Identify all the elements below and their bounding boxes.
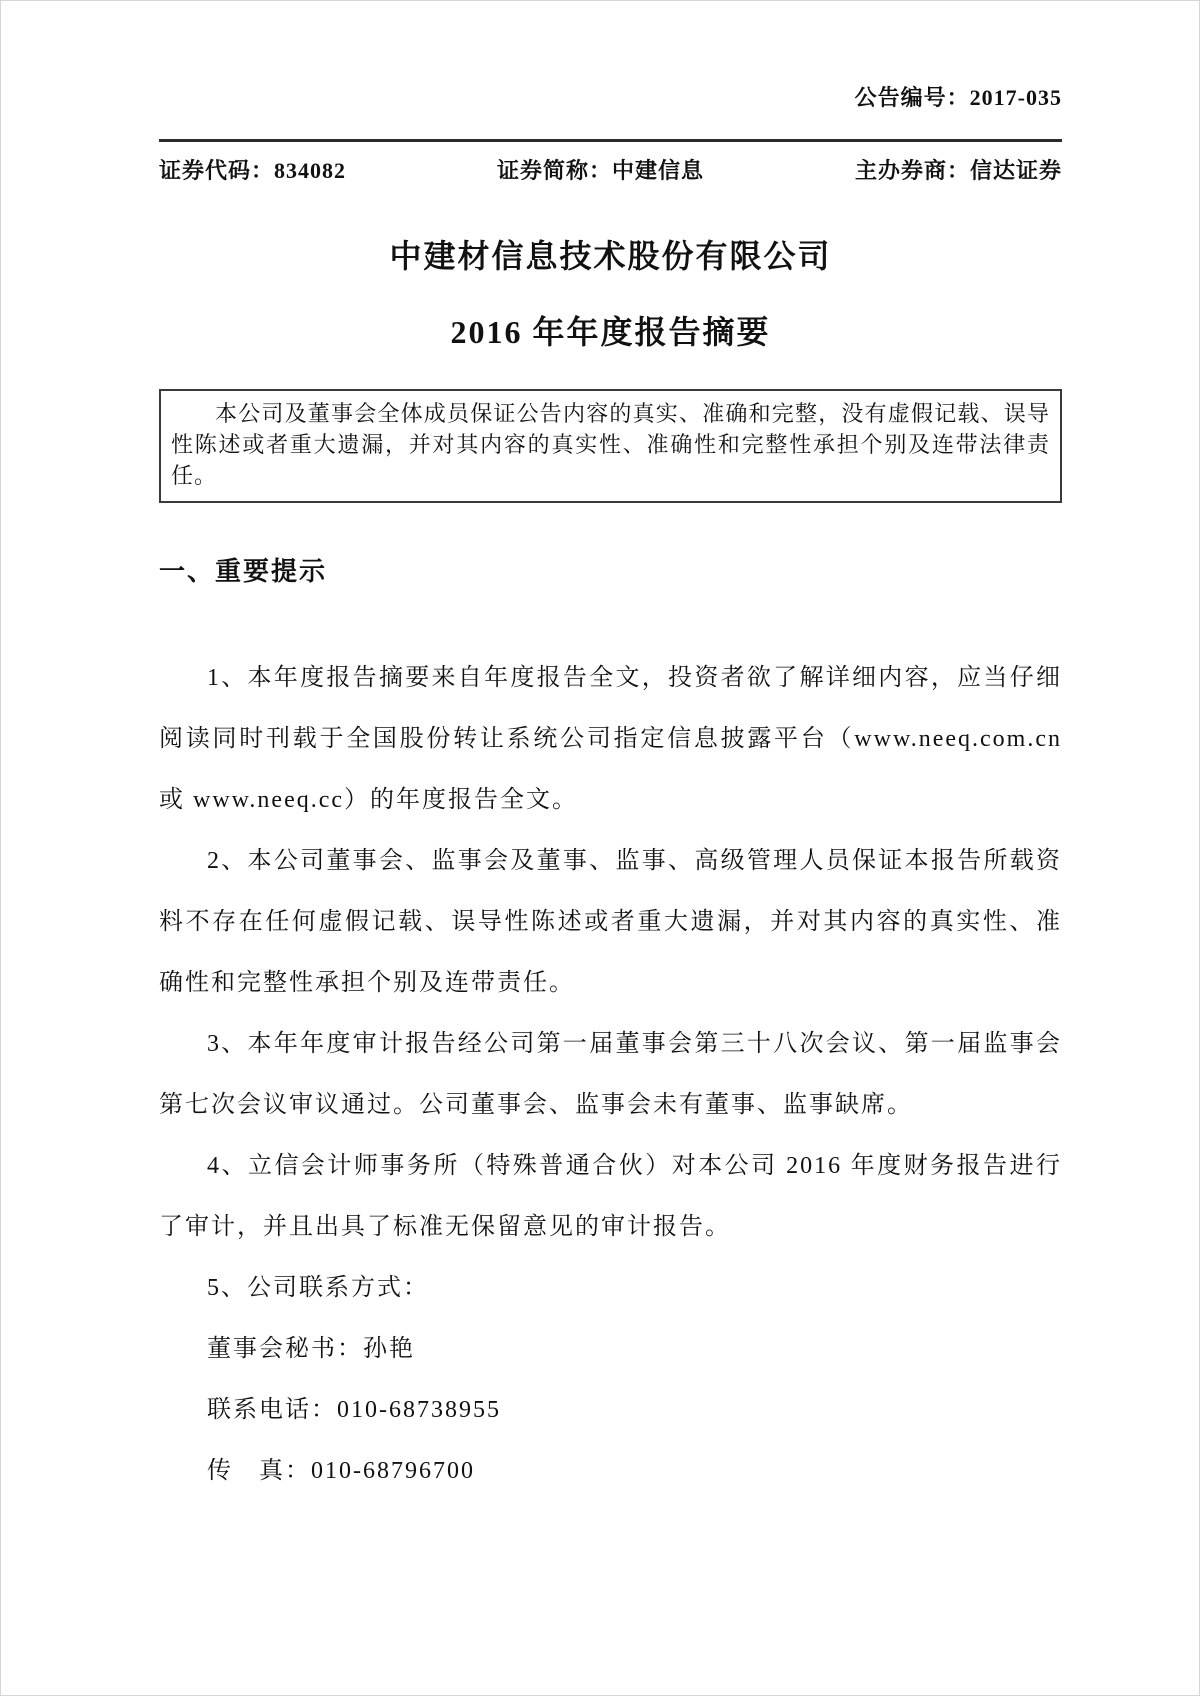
contact-phone: 联系电话：010-68738955 [207,1397,501,1423]
disclaimer-box [159,389,1062,503]
report-title: 2016 年年度报告摘要 [450,314,771,350]
stock-code: 证券代码：834082 [159,158,347,183]
stock-info-row [159,154,1062,185]
stock-short-name: 证券简称：中建信息 [496,158,704,183]
contact-board-secretary: 董事会秘书：孙艳 [207,1336,415,1362]
company-name-title: 中建材信息技术股份有限公司 [389,238,832,274]
announcement-number: 公告编号：2017-035 [854,85,1062,110]
contact-fax: 传 真：010-68796700 [207,1458,475,1484]
paragraph-report-source: 1、本年度报告摘要来自年度报告全文，投资者欲了解详细内容，应当仔细阅读同时刊载于全国股份转让系统公司指定信息披露平台（www.neeq.com.cn 或 www.neeq.cc）的年度报告全文。 [159,665,1062,813]
paragraph-board-guarantee: 2、本公司董事会、监事会及董事、监事、高级管理人员保证本报告所载资料不存在任何虚假记载、误导性陈述或者重大遗漏，并对其内容的真实性、准确性和完整性承担个别及连带责任。 [159,848,1062,996]
section-heading-important-notice: 一、重要提示 [159,557,328,586]
disclaimer-text: 本公司及董事会全体成员保证公告内容的真实、准确和完整，没有虚假记载、误导性陈述或者重大遗漏，并对其内容的真实性、准确性和完整性承担个别及连带法律责任。 [171,401,1050,488]
paragraph-contact-heading: 5、公司联系方式： [207,1275,429,1301]
paragraph-audit-approval: 3、本年年度审计报告经公司第一届董事会第三十八次会议、第一届监事会第七次会议审议通过。公司董事会、监事会未有董事、监事缺席。 [159,1031,1062,1118]
paragraph-auditor-opinion: 4、立信会计师事务所（特殊普通合伙）对本公司 2016 年度财务报告进行了审计，并且出具了标准无保留意见的审计报告。 [159,1153,1062,1240]
document-content [1,1,1199,1502]
sponsor-broker: 主办券商：信达证券 [854,158,1062,183]
header-divider [159,139,1062,142]
